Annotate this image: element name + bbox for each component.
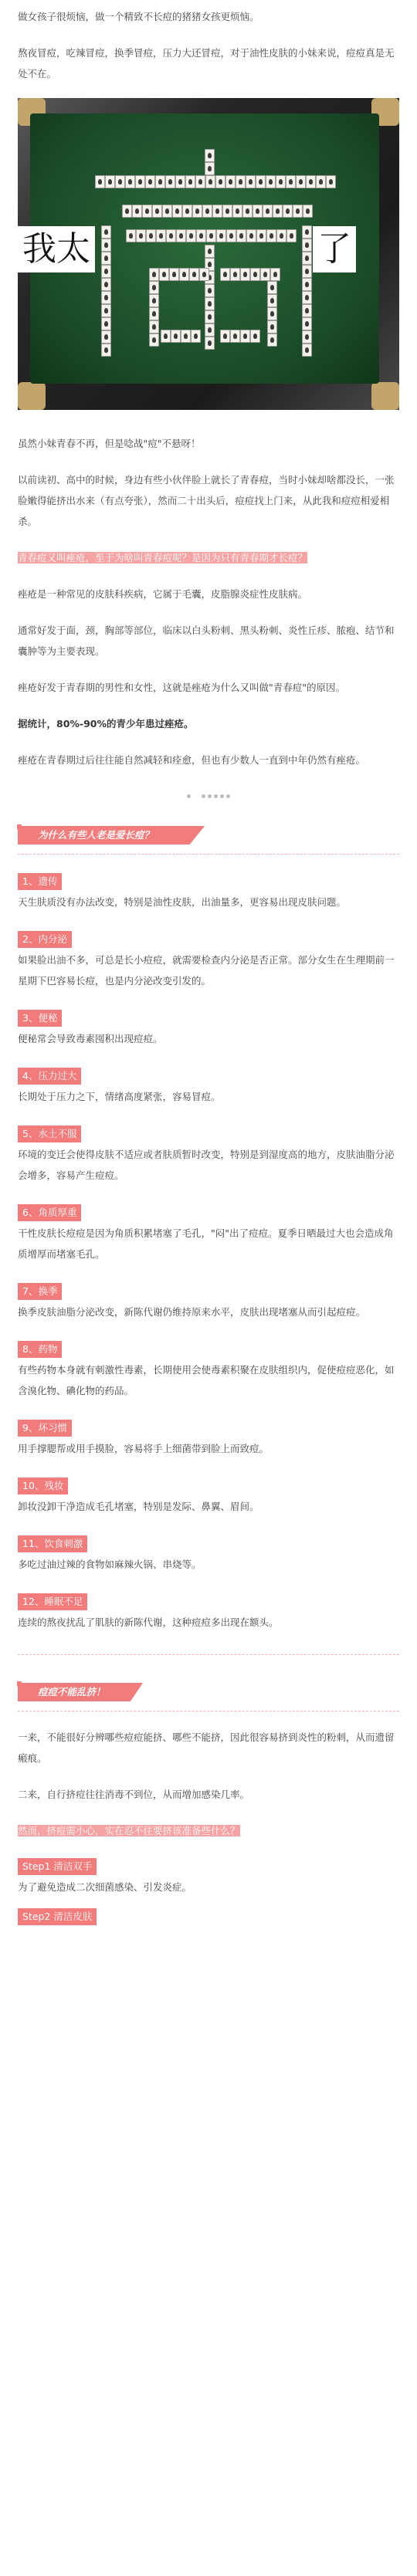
mahjong-tile bbox=[149, 268, 159, 281]
mahjong-tile bbox=[220, 268, 230, 281]
step-1-title bbox=[0, 1857, 417, 1877]
mahjong-tile bbox=[149, 281, 159, 294]
mahjong-tile bbox=[256, 175, 266, 188]
reason-title bbox=[0, 1124, 417, 1144]
mahjong-tile bbox=[135, 175, 145, 188]
mahjong-tile bbox=[240, 268, 250, 281]
mahjong-tile bbox=[293, 205, 303, 218]
mahjong-tile bbox=[266, 229, 276, 242]
mahjong-tile bbox=[260, 268, 270, 281]
reason-text: 卸妆没卸干净造成毛孔堵塞，特别是发际、鼻翼、眉间。 bbox=[18, 1501, 259, 1512]
mahjong-tile bbox=[125, 175, 135, 188]
mahjong-tile bbox=[202, 205, 212, 218]
mahjong-tile bbox=[302, 239, 312, 252]
mahjong-tile bbox=[149, 320, 159, 333]
highlight-text: 青春痘又叫痤疮，至于为啥叫青春痘呢？是因为只有青春期才长痘？ bbox=[18, 552, 308, 564]
divider-dots bbox=[202, 794, 230, 798]
mahjong-tile bbox=[216, 229, 226, 242]
table-corner bbox=[18, 382, 46, 410]
mahjong-tile bbox=[205, 175, 215, 188]
reason-title bbox=[0, 1203, 417, 1223]
mahjong-meme-image bbox=[18, 98, 399, 410]
story-paragraph-6: 痤疮在青春期过后往往能自然减轻和痊愈，但也有少数人一直到中年仍然有痤疮。 bbox=[18, 754, 366, 766]
reason-text: 如果脸出油不多，可总是长小痘痘，就需要检查内分泌是否正常。部分女生在生理期前一星期下巴容易长痘，也是内分泌改变引发的。 bbox=[18, 954, 395, 987]
mahjong-tile bbox=[149, 333, 159, 347]
mahjong-tile bbox=[126, 229, 136, 242]
mahjong-tile bbox=[145, 175, 155, 188]
mahjong-tile bbox=[270, 268, 280, 281]
intro-paragraph-2: 熬夜冒痘，吃辣冒痘，换季冒痘，压力大还冒痘，对于油性皮肤的小妹来说，痘痘真是无处不在。 bbox=[18, 47, 395, 80]
mahjong-tile bbox=[175, 175, 185, 188]
mahjong-tile bbox=[182, 205, 192, 218]
mahjong-tile bbox=[165, 175, 175, 188]
mahjong-tile bbox=[286, 175, 296, 188]
mahjong-tile bbox=[226, 229, 236, 242]
mahjong-tile bbox=[205, 297, 215, 310]
reason-tag: 5、水土不服 bbox=[18, 1126, 81, 1142]
mahjong-tile bbox=[302, 278, 312, 291]
reason-title bbox=[0, 1592, 417, 1612]
mahjong-tile bbox=[276, 175, 286, 188]
mahjong-tile bbox=[302, 344, 312, 357]
statistic-text: 据统计，80%-90%的青少年患过痤疮。 bbox=[18, 718, 194, 729]
reason-tag: 4、压力过大 bbox=[18, 1068, 81, 1085]
mahjong-tile bbox=[205, 162, 215, 175]
squeeze-paragraph-1: 一来，不能很好分辨哪些痘痘能挤、哪些不能挤，因此很容易挤到炎性的粉刺，从而遗留瘢痕。 bbox=[18, 1731, 395, 1764]
mahjong-tile bbox=[101, 330, 111, 344]
table-corner bbox=[371, 382, 399, 410]
mahjong-tile bbox=[326, 175, 336, 188]
mahjong-tile bbox=[302, 330, 312, 344]
mahjong-tile bbox=[220, 330, 230, 343]
mahjong-tile bbox=[206, 229, 216, 242]
section-header-why bbox=[18, 821, 399, 848]
mahjong-tile bbox=[136, 229, 146, 242]
mahjong-tile bbox=[195, 175, 205, 188]
section-header-no-squeeze bbox=[18, 1678, 399, 1704]
mahjong-tile bbox=[263, 205, 273, 218]
mahjong-tile bbox=[169, 268, 179, 281]
mahjong-tile bbox=[225, 175, 236, 188]
mahjong-tile bbox=[302, 265, 312, 278]
reason-text: 换季皮肤油脂分泌改变，新陈代谢仍维持原来水平，皮肤出现堵塞从而引起痘痘。 bbox=[18, 1306, 366, 1318]
mahjong-tile bbox=[283, 205, 293, 218]
intro-paragraph-1: 做女孩子很烦恼，做一个精致不长痘的猪猪女孩更烦恼。 bbox=[18, 11, 259, 22]
reason-text: 有些药物本身就有刺激性毒素，长期使用会使毒素积聚在皮肤组织内，促使痘痘恶化，如含溴化物、碘化物的药品。 bbox=[18, 1364, 395, 1396]
reason-title bbox=[0, 1534, 417, 1554]
divider-dot bbox=[187, 794, 191, 798]
mahjong-tile bbox=[199, 268, 209, 281]
mahjong-tile bbox=[101, 252, 111, 265]
reason-text: 用手撑腮帮或用手摸脸，容易将手上细菌带到脸上而致痘。 bbox=[18, 1443, 270, 1454]
reason-text: 干性皮肤长痘痘是因为角质积累堵塞了毛孔，"闷"出了痘痘。夏季日晒最过大也会造成角质增厚而堵塞毛孔。 bbox=[18, 1227, 394, 1260]
mahjong-tile bbox=[205, 149, 215, 162]
mahjong-tile bbox=[266, 175, 276, 188]
mahjong-tile bbox=[191, 330, 201, 343]
mahjong-tile bbox=[142, 205, 152, 218]
mahjong-tile bbox=[101, 344, 111, 357]
mahjong-tile bbox=[205, 323, 215, 337]
meme-caption-right: 了 bbox=[313, 226, 356, 272]
mahjong-tile bbox=[155, 175, 165, 188]
mahjong-tile bbox=[205, 310, 215, 323]
highlight-text: 然而，挤痘需小心，实在忍不住要挤该准备些什么？ bbox=[18, 1825, 240, 1836]
story-paragraph-5: 痤疮好发于青春期的男性和女性，这就是痤疮为什么又叫做"青春痘"的原因。 bbox=[18, 682, 346, 693]
mahjong-tile bbox=[267, 281, 277, 294]
mahjong-tile bbox=[189, 268, 199, 281]
mahjong-tile bbox=[176, 229, 186, 242]
mahjong-tile bbox=[246, 229, 256, 242]
mahjong-tile bbox=[159, 268, 169, 281]
reason-title bbox=[0, 1066, 417, 1086]
mahjong-tile bbox=[196, 229, 206, 242]
reason-title bbox=[0, 1008, 417, 1028]
story-paragraph-4: 通常好发于面，颈，胸部等部位，临床以白头粉刺、黑头粉刺、炎性丘疹、脓疱、结节和囊肿等为主要表现。 bbox=[18, 625, 395, 657]
step-tag: Step1 清洁双手 bbox=[18, 1858, 97, 1875]
reason-tag: 7、换季 bbox=[18, 1283, 62, 1300]
mahjong-tile bbox=[236, 229, 246, 242]
mahjong-tile bbox=[101, 317, 111, 330]
mahjong-tile bbox=[149, 307, 159, 320]
mahjong-tile bbox=[205, 337, 215, 350]
mahjong-tile bbox=[152, 205, 162, 218]
mahjong-tile bbox=[101, 278, 111, 291]
mahjong-tile bbox=[101, 239, 111, 252]
squeeze-paragraph-2: 二来，自行挤痘往往消毒不到位，从而增加感染几率。 bbox=[18, 1789, 250, 1800]
mahjong-tile bbox=[185, 175, 195, 188]
step-1-text: 为了避免造成二次细菌感染、引发炎症。 bbox=[18, 1881, 192, 1893]
mahjong-tile bbox=[101, 291, 111, 304]
mahjong-tile bbox=[95, 175, 105, 188]
section-title: 痘痘不能乱挤！ bbox=[38, 1686, 106, 1698]
mahjong-tile bbox=[302, 304, 312, 317]
mahjong-tile bbox=[161, 330, 171, 343]
reason-tag: 10、残妆 bbox=[18, 1478, 68, 1494]
mahjong-tile bbox=[267, 333, 277, 347]
reason-tag: 2、内分泌 bbox=[18, 931, 72, 948]
mahjong-tile bbox=[267, 294, 277, 307]
mahjong-tile bbox=[172, 205, 182, 218]
mahjong-tile bbox=[186, 229, 196, 242]
mahjong-tile bbox=[296, 175, 306, 188]
mahjong-tile bbox=[230, 330, 240, 343]
mahjong-tile bbox=[267, 307, 277, 320]
reason-text: 天生肤质没有办法改变，特别是油性皮肤，出油量多，更容易出现皮肤问题。 bbox=[18, 896, 347, 908]
mahjong-tile bbox=[232, 205, 242, 218]
mahjong-tile bbox=[122, 205, 132, 218]
mahjong-tile bbox=[205, 245, 215, 258]
mahjong-tile bbox=[192, 205, 202, 218]
mahjong-tile bbox=[101, 304, 111, 317]
reason-text: 长期处于压力之下，情绪高度紧张，容易冒痘。 bbox=[18, 1091, 221, 1102]
mahjong-tile bbox=[115, 175, 125, 188]
reason-text: 便秘常会导致毒素囤积出现痘痘。 bbox=[18, 1033, 163, 1044]
story-paragraph-1: 虽然小妹青春不再，但是唸战"痘"不悬呀！ bbox=[18, 438, 201, 449]
mahjong-tile bbox=[302, 317, 312, 330]
reason-title bbox=[0, 1281, 417, 1302]
reason-title bbox=[0, 1418, 417, 1438]
mahjong-tile bbox=[316, 175, 326, 188]
squeeze-highlight bbox=[0, 1820, 417, 1841]
mahjong-tile bbox=[212, 205, 222, 218]
mahjong-tile bbox=[171, 330, 181, 343]
mahjong-tile bbox=[276, 229, 286, 242]
mahjong-tile bbox=[230, 268, 240, 281]
mahjong-tile bbox=[256, 229, 266, 242]
mahjong-tile bbox=[179, 268, 189, 281]
reason-tag: 12、睡眠不足 bbox=[18, 1593, 87, 1610]
mahjong-tile bbox=[253, 205, 263, 218]
mahjong-tile bbox=[240, 330, 250, 343]
story-paragraph-3: 痤疮是一种常见的皮肤科疾病，它属于毛囊，皮脂腺炎症性皮肤病。 bbox=[18, 588, 308, 600]
mahjong-tile bbox=[286, 229, 297, 242]
mahjong-tile bbox=[162, 205, 172, 218]
reason-text: 环境的变迁会使得皮肤不适应或者肤质暂时改变，特别是到湿度高的地方，皮肤油脂分泌会增多，容易产生痘痘。 bbox=[18, 1149, 395, 1181]
reason-list bbox=[0, 855, 417, 1633]
reason-tag: 3、便秘 bbox=[18, 1010, 62, 1027]
mahjong-tile bbox=[166, 229, 176, 242]
story-highlight bbox=[0, 547, 417, 568]
mahjong-tile bbox=[267, 320, 277, 333]
mahjong-tile bbox=[205, 284, 215, 297]
mahjong-tile bbox=[105, 175, 115, 188]
section-title: 为什么有些人老是爱长痘？ bbox=[38, 829, 154, 841]
step-tag: Step2 清洁皮肤 bbox=[18, 1908, 97, 1925]
mahjong-tile bbox=[149, 294, 159, 307]
mahjong-tile bbox=[306, 175, 316, 188]
story-paragraph-2: 以前读初、高中的时候，身边有些小伙伴脸上就长了青春痘，当时小妹却啥都没长，一张脸嫩得能挤出水来（有点夸张），然而二十出头后，痘痘找上门来，从此我和痘痘相爱相杀。 bbox=[18, 474, 395, 527]
reason-title bbox=[0, 1476, 417, 1496]
mahjong-tile bbox=[302, 225, 312, 239]
mahjong-tile bbox=[250, 268, 260, 281]
mahjong-tile bbox=[101, 225, 111, 239]
reason-tag: 11、饮食刺激 bbox=[18, 1535, 87, 1552]
mahjong-tile bbox=[246, 175, 256, 188]
meme-caption-left: 我太 bbox=[18, 226, 95, 272]
dot-divider bbox=[0, 780, 417, 812]
mahjong-tile bbox=[250, 330, 260, 343]
reason-tag: 1、遗传 bbox=[18, 873, 62, 890]
mahjong-tile bbox=[181, 330, 191, 343]
mahjong-tile bbox=[236, 175, 246, 188]
reason-title bbox=[0, 929, 417, 949]
reason-text: 多吃过油过辣的食物如麻辣火锅、串烧等。 bbox=[18, 1559, 202, 1570]
mahjong-tile bbox=[303, 205, 313, 218]
reason-text: 连续的熬夜扰乱了肌肤的新陈代谢，这种痘痘多出现在额头。 bbox=[18, 1616, 279, 1628]
mahjong-tile bbox=[302, 252, 312, 265]
mahjong-tile bbox=[222, 205, 232, 218]
mahjong-tile bbox=[215, 175, 225, 188]
mahjong-tile bbox=[146, 229, 156, 242]
mahjong-tile bbox=[273, 205, 283, 218]
step-2-title bbox=[0, 1907, 417, 1927]
mahjong-tile bbox=[302, 291, 312, 304]
reason-tag: 6、角质厚重 bbox=[18, 1204, 81, 1221]
reason-tag: 8、药物 bbox=[18, 1341, 62, 1358]
reason-title bbox=[0, 1339, 417, 1359]
mahjong-tile bbox=[101, 265, 111, 278]
reason-title bbox=[0, 872, 417, 892]
mahjong-tile bbox=[242, 205, 253, 218]
mahjong-tile bbox=[132, 205, 142, 218]
reason-tag: 9、坏习惯 bbox=[18, 1420, 72, 1437]
mahjong-tile bbox=[156, 229, 166, 242]
